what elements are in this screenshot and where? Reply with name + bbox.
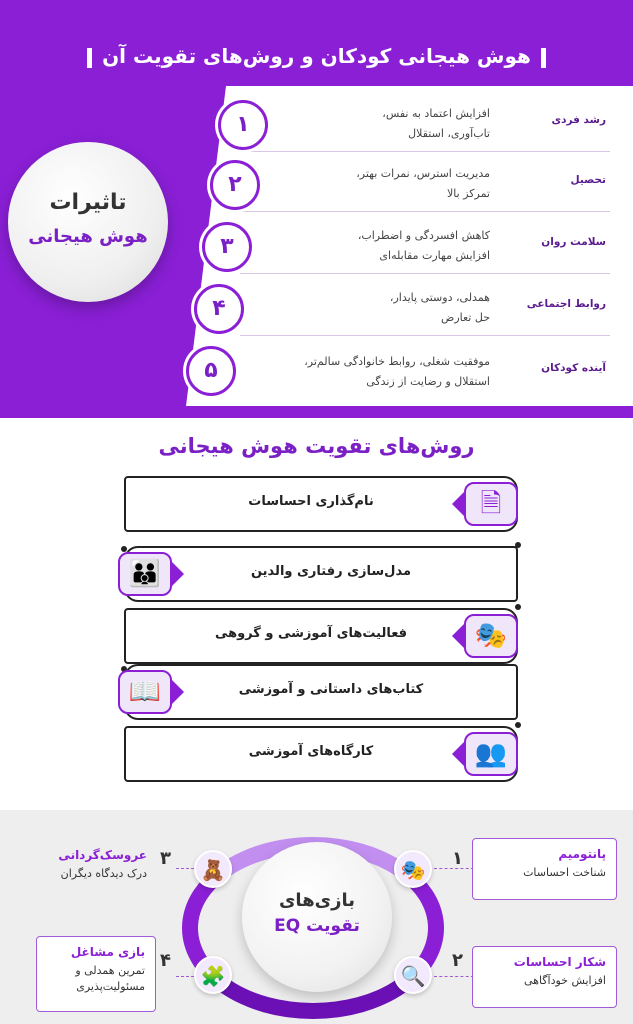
impact-number: ۵ [186, 346, 236, 396]
game-connector [176, 976, 194, 977]
impact-desc: مدیریت استرس، نمرات بهتر، تمرکز بالا [356, 167, 490, 200]
tab-arrow [452, 742, 464, 766]
game-desc: تمرین همدلی و مسئولیت‌پذیری [75, 964, 145, 993]
game-connector [176, 868, 194, 869]
impact-label: آینده کودکان [541, 362, 606, 374]
games-section [0, 810, 633, 1024]
row-divider [240, 335, 610, 336]
main-title: هوش هیجانی کودکان و روش‌های تقویت آن [102, 44, 531, 68]
method-label: فعالیت‌های آموزشی و گروهی [214, 626, 408, 641]
main-title-wrap [0, 44, 633, 68]
game-connector [434, 976, 474, 977]
document-icon: 🗎 [480, 489, 502, 519]
game-number: ۱ [452, 848, 463, 869]
impact-number: ۴ [194, 284, 244, 334]
puzzle-icon: 🧩 [194, 956, 232, 994]
game-title: شکار احساسات [513, 955, 606, 969]
game-desc: درک دیدگاه دیگران [60, 867, 147, 880]
impact-number: ۲ [210, 160, 260, 210]
method-icon-tab [452, 726, 522, 782]
parents-icon: 👪 [128, 559, 162, 589]
impacts-badge-title: تاثیرات [49, 190, 127, 215]
impacts-section [0, 0, 633, 418]
game-number: ۲ [452, 950, 463, 971]
method-icon-tab [114, 664, 184, 720]
game-desc: افزایش خودآگاهی [523, 974, 606, 987]
impact-row [240, 276, 610, 336]
game-number: ۴ [160, 950, 171, 971]
tab-arrow [172, 562, 184, 586]
impact-label: روابط اجتماعی [526, 298, 606, 310]
impact-row [240, 152, 610, 212]
open-book-icon: 📖 [128, 677, 162, 707]
impact-desc: همدلی، دوستی پایدار، حل تعارض [389, 291, 490, 324]
games-center-badge [242, 842, 392, 992]
tab-arrow [452, 492, 464, 516]
method-icon-tab [114, 546, 184, 602]
method-label: مدل‌سازی رفتاری والدین [250, 564, 412, 579]
methods-section [0, 418, 633, 810]
row-divider [240, 211, 610, 212]
method-icon-tab [452, 476, 522, 532]
impact-label: سلامت روان [541, 236, 606, 248]
game-card [12, 840, 157, 902]
impact-number: ۱ [218, 100, 268, 150]
game-number: ۳ [160, 848, 171, 869]
impact-label: تحصیل [570, 174, 606, 186]
teddy-bear-icon: 🧸 [194, 850, 232, 888]
methods-title: روش‌های تقویت هوش هیجانی [158, 434, 475, 458]
title-bar-left [87, 48, 92, 68]
impact-row [240, 214, 610, 274]
game-title: عروسک‌گردانی [58, 848, 147, 862]
group-icon: 👥 [474, 739, 508, 769]
game-card [472, 838, 617, 900]
impact-row [240, 340, 610, 400]
method-label: نام‌گذاری احساسات [248, 494, 374, 509]
row-divider [240, 273, 610, 274]
game-title: پانتومیم [558, 847, 606, 861]
theater-masks-icon: 🎭 [474, 621, 508, 651]
impact-number: ۳ [202, 222, 252, 272]
connector-dot [121, 546, 127, 552]
method-label: کتاب‌های داستانی و آموزشی [238, 682, 424, 697]
impact-row [240, 92, 610, 152]
impacts-badge-subtitle: هوش هیجانی [28, 226, 148, 247]
game-card [472, 946, 617, 1008]
impact-desc: کاهش افسردگی و اضطراب، افزایش مهارت مقابله‌ای [357, 229, 490, 262]
games-center-subtitle: تقویت EQ [274, 916, 360, 936]
theater-masks-icon: 🎭 [394, 850, 432, 888]
games-center-title: بازی‌های [278, 890, 356, 911]
impacts-badge [8, 142, 168, 302]
title-bar-right [541, 48, 546, 68]
impact-desc: موفقیت شغلی، روابط خانوادگی سالم‌تر، استقلال و رضایت از زندگی [304, 355, 490, 388]
game-desc: شناخت احساسات [523, 866, 606, 879]
magnifier-icon: 🔍 [394, 956, 432, 994]
impact-label: رشد فردی [551, 114, 606, 126]
method-label: کارگاه‌های آموزشی [248, 744, 374, 759]
method-icon-tab [452, 608, 522, 664]
tab-arrow [172, 680, 184, 704]
impact-desc: افزایش اعتماد به نفس، تاب‌آوری، استقلال [382, 107, 490, 140]
tab-arrow [452, 624, 464, 648]
game-title: بازی مشاغل [70, 945, 145, 959]
game-card [36, 936, 156, 1012]
